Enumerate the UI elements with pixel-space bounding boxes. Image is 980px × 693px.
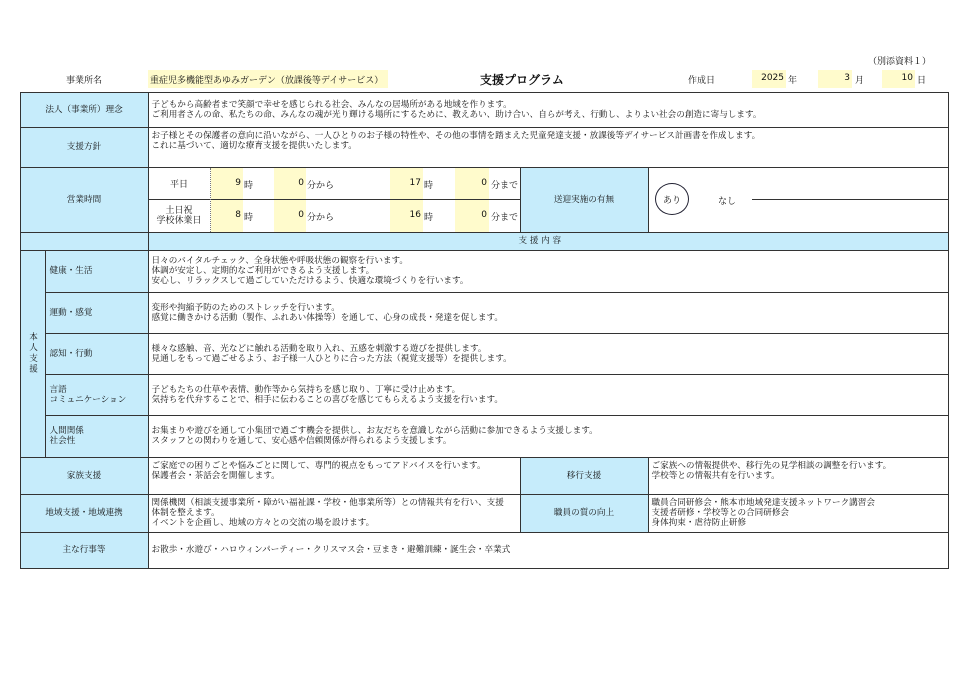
transition-support-label: 移行支援: [520, 457, 649, 495]
hour-unit: 時: [424, 181, 434, 191]
self-support-item-label: 健康・生活: [45, 250, 149, 293]
holiday-label: 土日祝 学校休業日: [156, 206, 202, 226]
year-field[interactable]: 2025: [752, 70, 786, 88]
month-unit: 月: [855, 76, 865, 86]
staff-quality-text: 職員合同研修会・熊本市地域発達支援ネットワーク講習会 支援者研修・学校等との合同研修会 身体拘束・虐待防止研修: [648, 494, 949, 533]
family-support-text: ご家庭での困りごとや悩みごとに関して、専門的視点をもってアドバイスを行います。 保護者会・茶話会を開催します。: [148, 457, 521, 495]
weekday-start-min[interactable]: 0: [274, 168, 306, 199]
self-support-label: 本人支援: [20, 250, 46, 458]
year-unit: 年: [788, 76, 798, 86]
divider-line: [752, 199, 948, 200]
to-unit: 分まで: [491, 213, 519, 223]
hour-unit: 時: [244, 181, 254, 191]
self-support-item-text: お集まりや遊びを通して小集団で過ごす機会を提供し、お友だちを意識しながら活動に参加できるよう支援します。 スタッフとの関わりを通して、安心感や信頼関係が得られるよう支援します。: [148, 415, 949, 458]
weekday-end-hour[interactable]: 17: [390, 168, 423, 199]
philosophy-text: 子どもから高齢者まで笑顔で幸せを感じられる社会、みんなの居場所がある地域を作ります。 ご利用者さんの命、私たちの命、みんなの魂が光り輝ける場所にするために、教えあい、助け合い、自らが考え、行動し、よりよい社会の創造に寄与します。: [148, 92, 949, 128]
self-support-item-label: 認知・行動: [45, 333, 149, 375]
hour-unit: 時: [244, 213, 254, 223]
transport-label: 送迎実施の有無: [520, 167, 649, 233]
hour-unit: 時: [424, 213, 434, 223]
from-unit: 分から: [307, 181, 335, 191]
transport-yes-option-selected[interactable]: あり: [655, 183, 689, 215]
office-name[interactable]: 重症児多機能型あゆみガーデン（放課後等デイサービス）: [148, 70, 388, 88]
to-unit: 分まで: [491, 181, 519, 191]
holiday-start-hour[interactable]: 8: [211, 200, 243, 232]
self-support-item-text: 子どもたちの仕草や表情、動作等から気持ちを感じ取り、丁寧に受け止めます。 気持ちを代弁することで、相手に伝わることの喜びを感じてもらえるよう支援を行います。: [148, 374, 949, 416]
community-support-text: 関係機関（相談支援事業所・障がい福祉課・学校・他事業所等）との情報共有を行い、支援 体制を整えます。 イベントを企画し、地域の方々との交流の場を設けます。: [148, 494, 521, 533]
weekday-label: 平日: [169, 180, 188, 190]
content-header-blank: [20, 232, 149, 251]
month-field[interactable]: 3: [818, 70, 852, 88]
weekday-end-min[interactable]: 0: [455, 168, 489, 199]
holiday-end-hour[interactable]: 16: [390, 200, 423, 232]
self-support-item-label: 人間関係 社会性: [45, 415, 149, 458]
family-support-label: 家族支援: [20, 457, 149, 495]
transition-support-text: ご家族への情報提供や、移行先の見学相談の調整を行います。 学校等との情報共有を行います。: [648, 457, 949, 495]
philosophy-label: 法人（事業所）理念: [20, 92, 149, 128]
office-label: 事業所名: [66, 76, 103, 86]
transport-no-option[interactable]: なし: [718, 197, 737, 207]
day-unit: 日: [917, 76, 927, 86]
date-label: 作成日: [688, 76, 716, 86]
self-support-item-label: 言語 コミュニケーション: [45, 374, 149, 416]
events-label: 主な行事等: [20, 532, 149, 569]
policy-label: 支援方針: [20, 127, 149, 168]
day-field[interactable]: 10: [882, 70, 915, 88]
hours-label: 営業時間: [20, 167, 149, 233]
from-unit: 分から: [307, 213, 335, 223]
self-support-item-text: 変形や拘縮予防のためのストレッチを行います。 感覚に働きかける活動（製作、ふれあい体操等）を通して、心身の成長・発達を促します。: [148, 292, 949, 334]
self-support-item-text: 日々のバイタルチェック、全身状態や呼吸状態の観察を行います。 体調が安定し、定期的なご利用ができるよう支援します。 安心し、リラックスして過ごしていただけるよう、快適な環境づくりを行います。: [148, 250, 949, 293]
staff-quality-label: 職員の質の向上: [520, 494, 649, 533]
self-support-item-text: 様々な感触、音、光などに触れる活動を取り入れ、五感を刺激する遊びを提供します。 見通しをもって過ごせるよう、お子様一人ひとりに合った方法（視覚支援等）を提供します。: [148, 333, 949, 375]
page-title: 支援プログラム: [480, 73, 564, 87]
policy-text: お子様とその保護者の意向に沿いながら、一人ひとりのお子様の特性や、その他の事情を踏まえた児童発達支援・放課後等デイサービス計画書を作成します。 これに基づいて、適切な療育支援を提供いたします。: [148, 127, 949, 168]
events-text: お散歩・水遊び・ハロウィンパーティー・クリスマス会・豆まき・避難訓練・誕生会・卒業式: [148, 532, 949, 569]
holiday-end-min[interactable]: 0: [455, 200, 489, 232]
content-header: 支 援 内 容: [148, 232, 949, 251]
holiday-start-min[interactable]: 0: [274, 200, 306, 232]
self-support-item-label: 運動・感覚: [45, 292, 149, 334]
weekday-start-hour[interactable]: 9: [211, 168, 243, 199]
attachment-label: （別添資料１）: [868, 57, 932, 67]
community-support-label: 地域支援・地域連携: [20, 494, 149, 533]
